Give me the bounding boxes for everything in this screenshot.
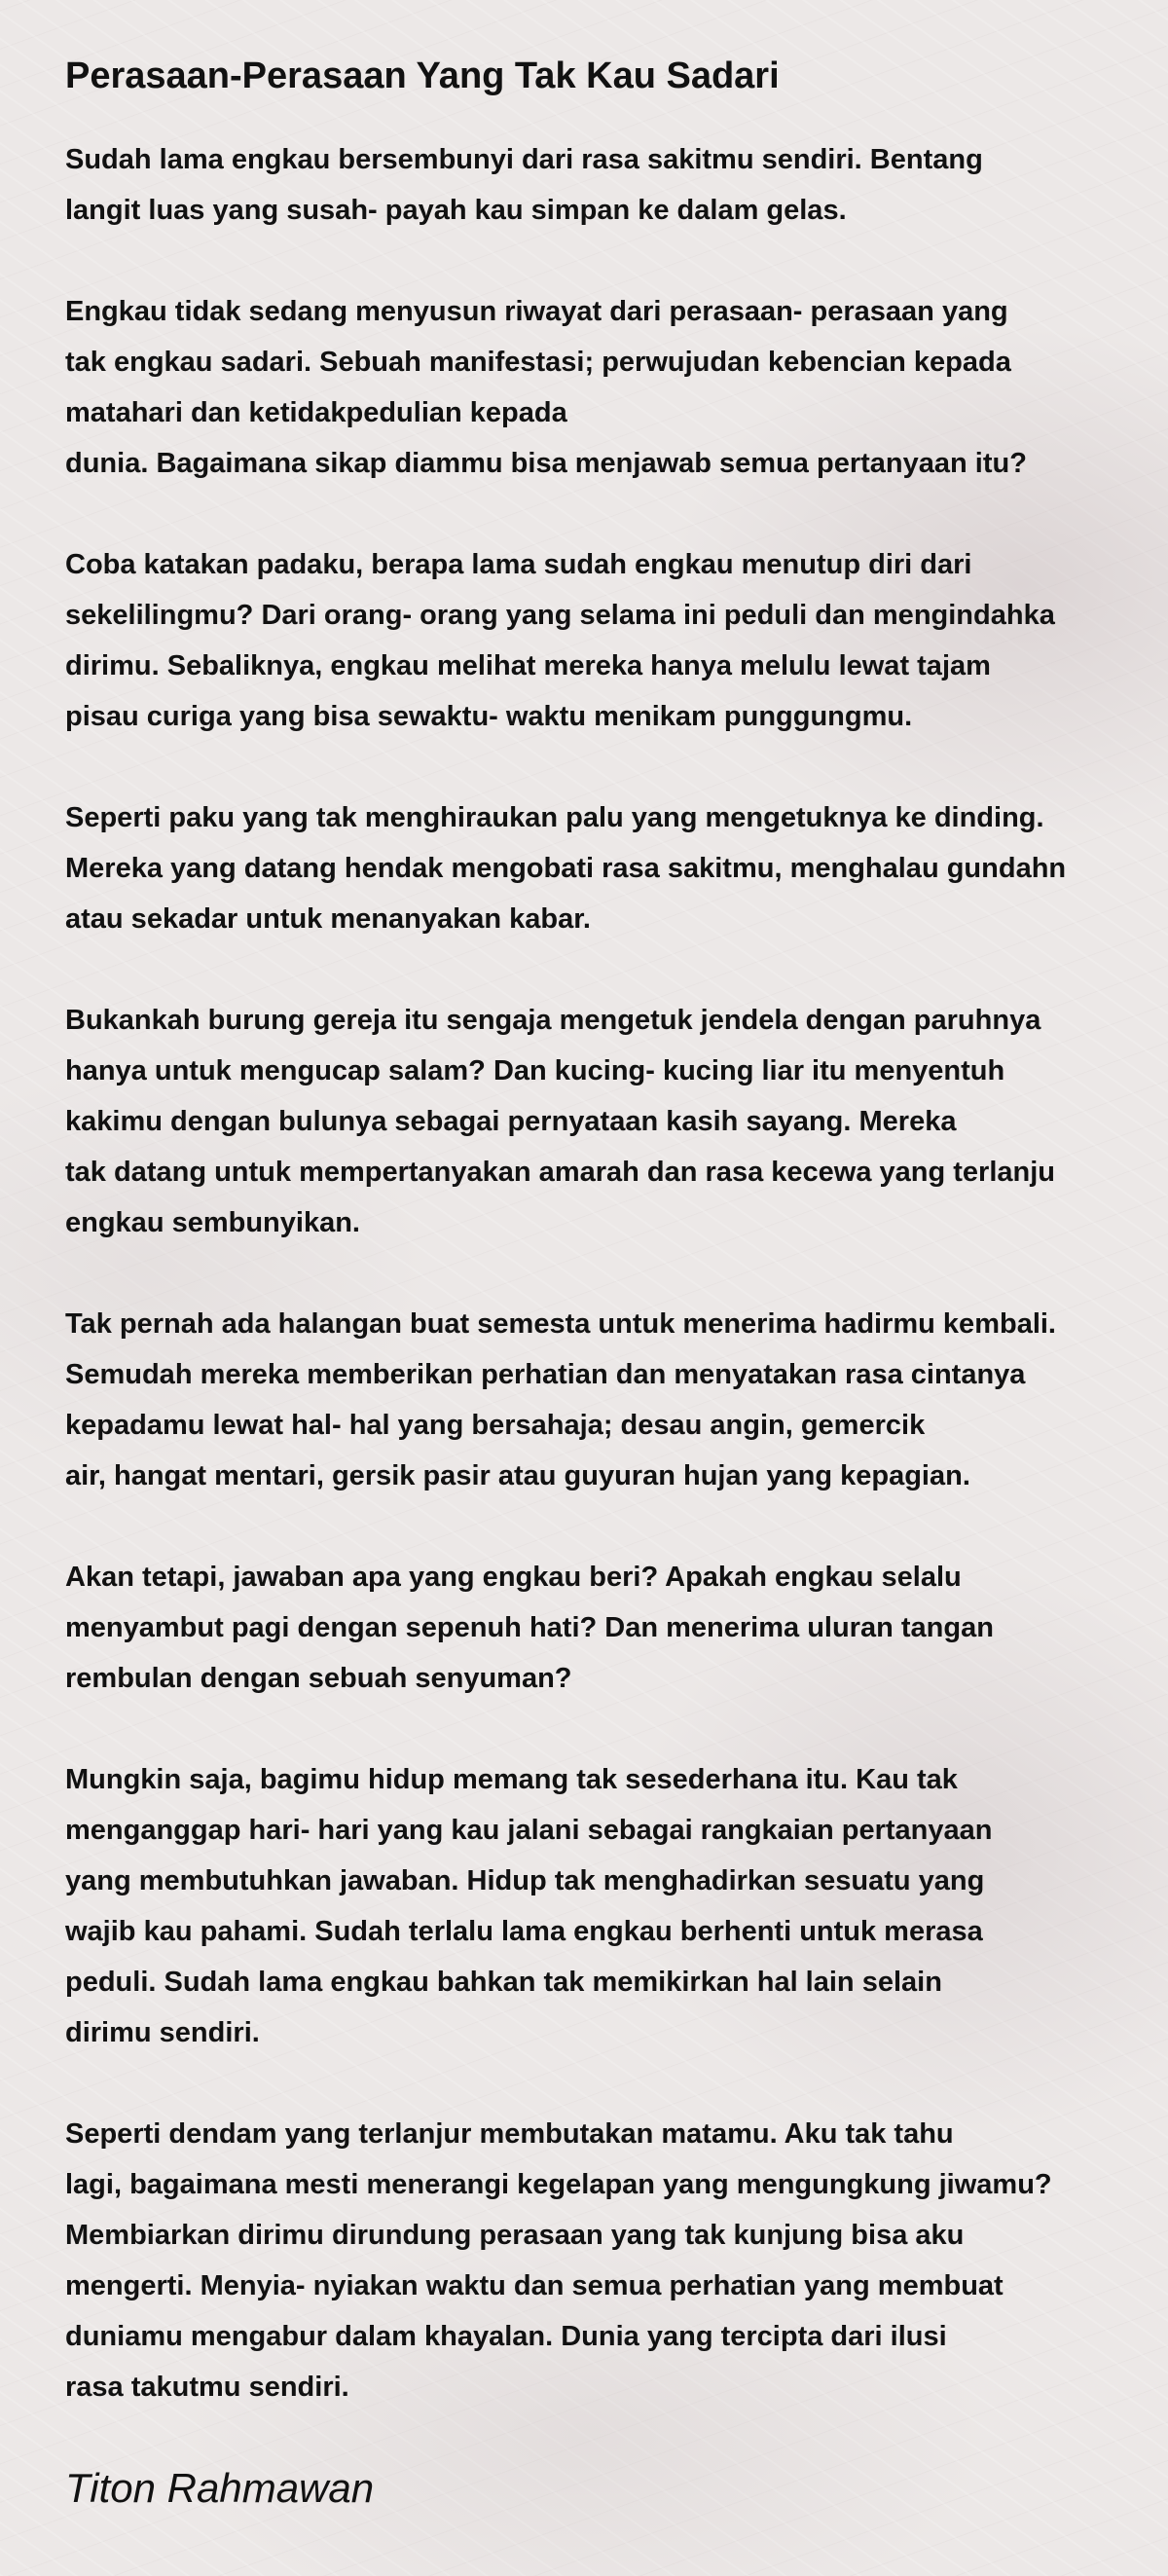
poem-line: langit luas yang susah- payah kau simpan ke dalam gelas.: [65, 195, 847, 226]
poem-line: Coba katakan padaku, berapa lama sudah engkau menutup diri dari: [65, 549, 972, 580]
poem-line: rasa takutmu sendiri.: [65, 2372, 349, 2403]
poem-line: Bukankah burung gereja itu sengaja mengetuk jendela dengan paruhnya: [65, 1005, 1041, 1036]
stanza: [65, 1299, 1168, 1501]
stanza: [65, 286, 1168, 489]
poem-line: tak datang untuk mempertanyakan amarah dan rasa kecewa yang terlanju: [65, 1157, 1055, 1188]
poem-line: hanya untuk mengucap salam? Dan kucing- kucing liar itu menyentuh: [65, 1055, 1005, 1086]
poem-line: menganggap hari- hari yang kau jalani sebagai rangkaian pertanyaan: [65, 1815, 993, 1846]
poem-line: matahari dan ketidakpedulian kepada: [65, 397, 567, 428]
poem-line: tak engkau sadari. Sebuah manifestasi; perwujudan kebencian kepada: [65, 347, 1011, 378]
poem-line: Mungkin saja, bagimu hidup memang tak sesederhana itu. Kau tak: [65, 1764, 958, 1795]
stanza: [65, 792, 1168, 944]
stanza: [65, 134, 1168, 236]
poem-line: lagi, bagaimana mesti menerangi kegelapan yang mengungkung jiwamu?: [65, 2169, 1052, 2200]
stanza: [65, 995, 1168, 1248]
poem-line: air, hangat mentari, gersik pasir atau guyuran hujan yang kepagian.: [65, 1460, 970, 1491]
poem-line: engkau sembunyikan.: [65, 1207, 360, 1238]
poem-line: kepadamu lewat hal- hal yang bersahaja; desau angin, gemercik: [65, 1410, 926, 1441]
poem-title: Perasaan-Perasaan Yang Tak Kau Sadari: [65, 55, 780, 96]
poem-line: Tak pernah ada halangan buat semesta untuk menerima hadirmu kembali.: [65, 1308, 1056, 1340]
poem-content: [65, 51, 1168, 2514]
poem-line: Seperti dendam yang terlanjur membutakan matamu. Aku tak tahu: [65, 2118, 954, 2150]
poem-line: Sudah lama engkau bersembunyi dari rasa sakitmu sendiri. Bentang: [65, 144, 983, 175]
poem-line: Semudah mereka memberikan perhatian dan menyatakan rasa cintanya: [65, 1359, 1026, 1390]
stanza: [65, 2109, 1168, 2412]
poem-line: sekelilingmu? Dari orang- orang yang selama ini peduli dan mengindahka: [65, 600, 1055, 631]
poem-line: yang membutuhkan jawaban. Hidup tak menghadirkan sesuatu yang: [65, 1865, 985, 1896]
stanza: [65, 539, 1168, 742]
poem-line: peduli. Sudah lama engkau bahkan tak memikirkan hal lain selain: [65, 1967, 942, 1998]
poem-line: Membiarkan dirimu dirundung perasaan yang tak kunjung bisa aku: [65, 2220, 965, 2251]
poem-line: dirimu. Sebaliknya, engkau melihat mereka hanya melulu lewat tajam: [65, 650, 991, 681]
poem-line: rembulan dengan sebuah senyuman?: [65, 1663, 572, 1694]
stanza: [65, 1552, 1168, 1704]
poem-line: menyambut pagi dengan sepenuh hati? Dan menerima uluran tangan: [65, 1612, 994, 1643]
poem-line: pisau curiga yang bisa sewaktu- waktu menikam punggungmu.: [65, 701, 913, 732]
poem-line: Engkau tidak sedang menyusun riwayat dari perasaan- perasaan yang: [65, 296, 1008, 327]
poem-line: duniamu mengabur dalam khayalan. Dunia yang tercipta dari ilusi: [65, 2321, 947, 2352]
poem-line: wajib kau pahami. Sudah terlalu lama engkau berhenti untuk merasa: [65, 1916, 983, 1947]
poem-body: [65, 134, 1168, 2412]
poem-line: atau sekadar untuk menanyakan kabar.: [65, 903, 591, 935]
poem-line: Akan tetapi, jawaban apa yang engkau beri? Apakah engkau selalu: [65, 1562, 962, 1593]
poem-author: Titon Rahmawan: [65, 2465, 375, 2511]
poem-line: Mereka yang datang hendak mengobati rasa sakitmu, menghalau gundahn: [65, 853, 1067, 884]
poem-line: kakimu dengan bulunya sebagai pernyataan kasih sayang. Mereka: [65, 1106, 957, 1137]
poem-line: Seperti paku yang tak menghiraukan palu yang mengetuknya ke dinding.: [65, 802, 1044, 833]
stanza: [65, 1754, 1168, 2058]
poem-line: mengerti. Menyia- nyiakan waktu dan semua perhatian yang membuat: [65, 2270, 1004, 2301]
poem-line: dunia. Bagaimana sikap diammu bisa menjawab semua pertanyaan itu?: [65, 448, 1027, 479]
poem-line: dirimu sendiri.: [65, 2017, 260, 2048]
